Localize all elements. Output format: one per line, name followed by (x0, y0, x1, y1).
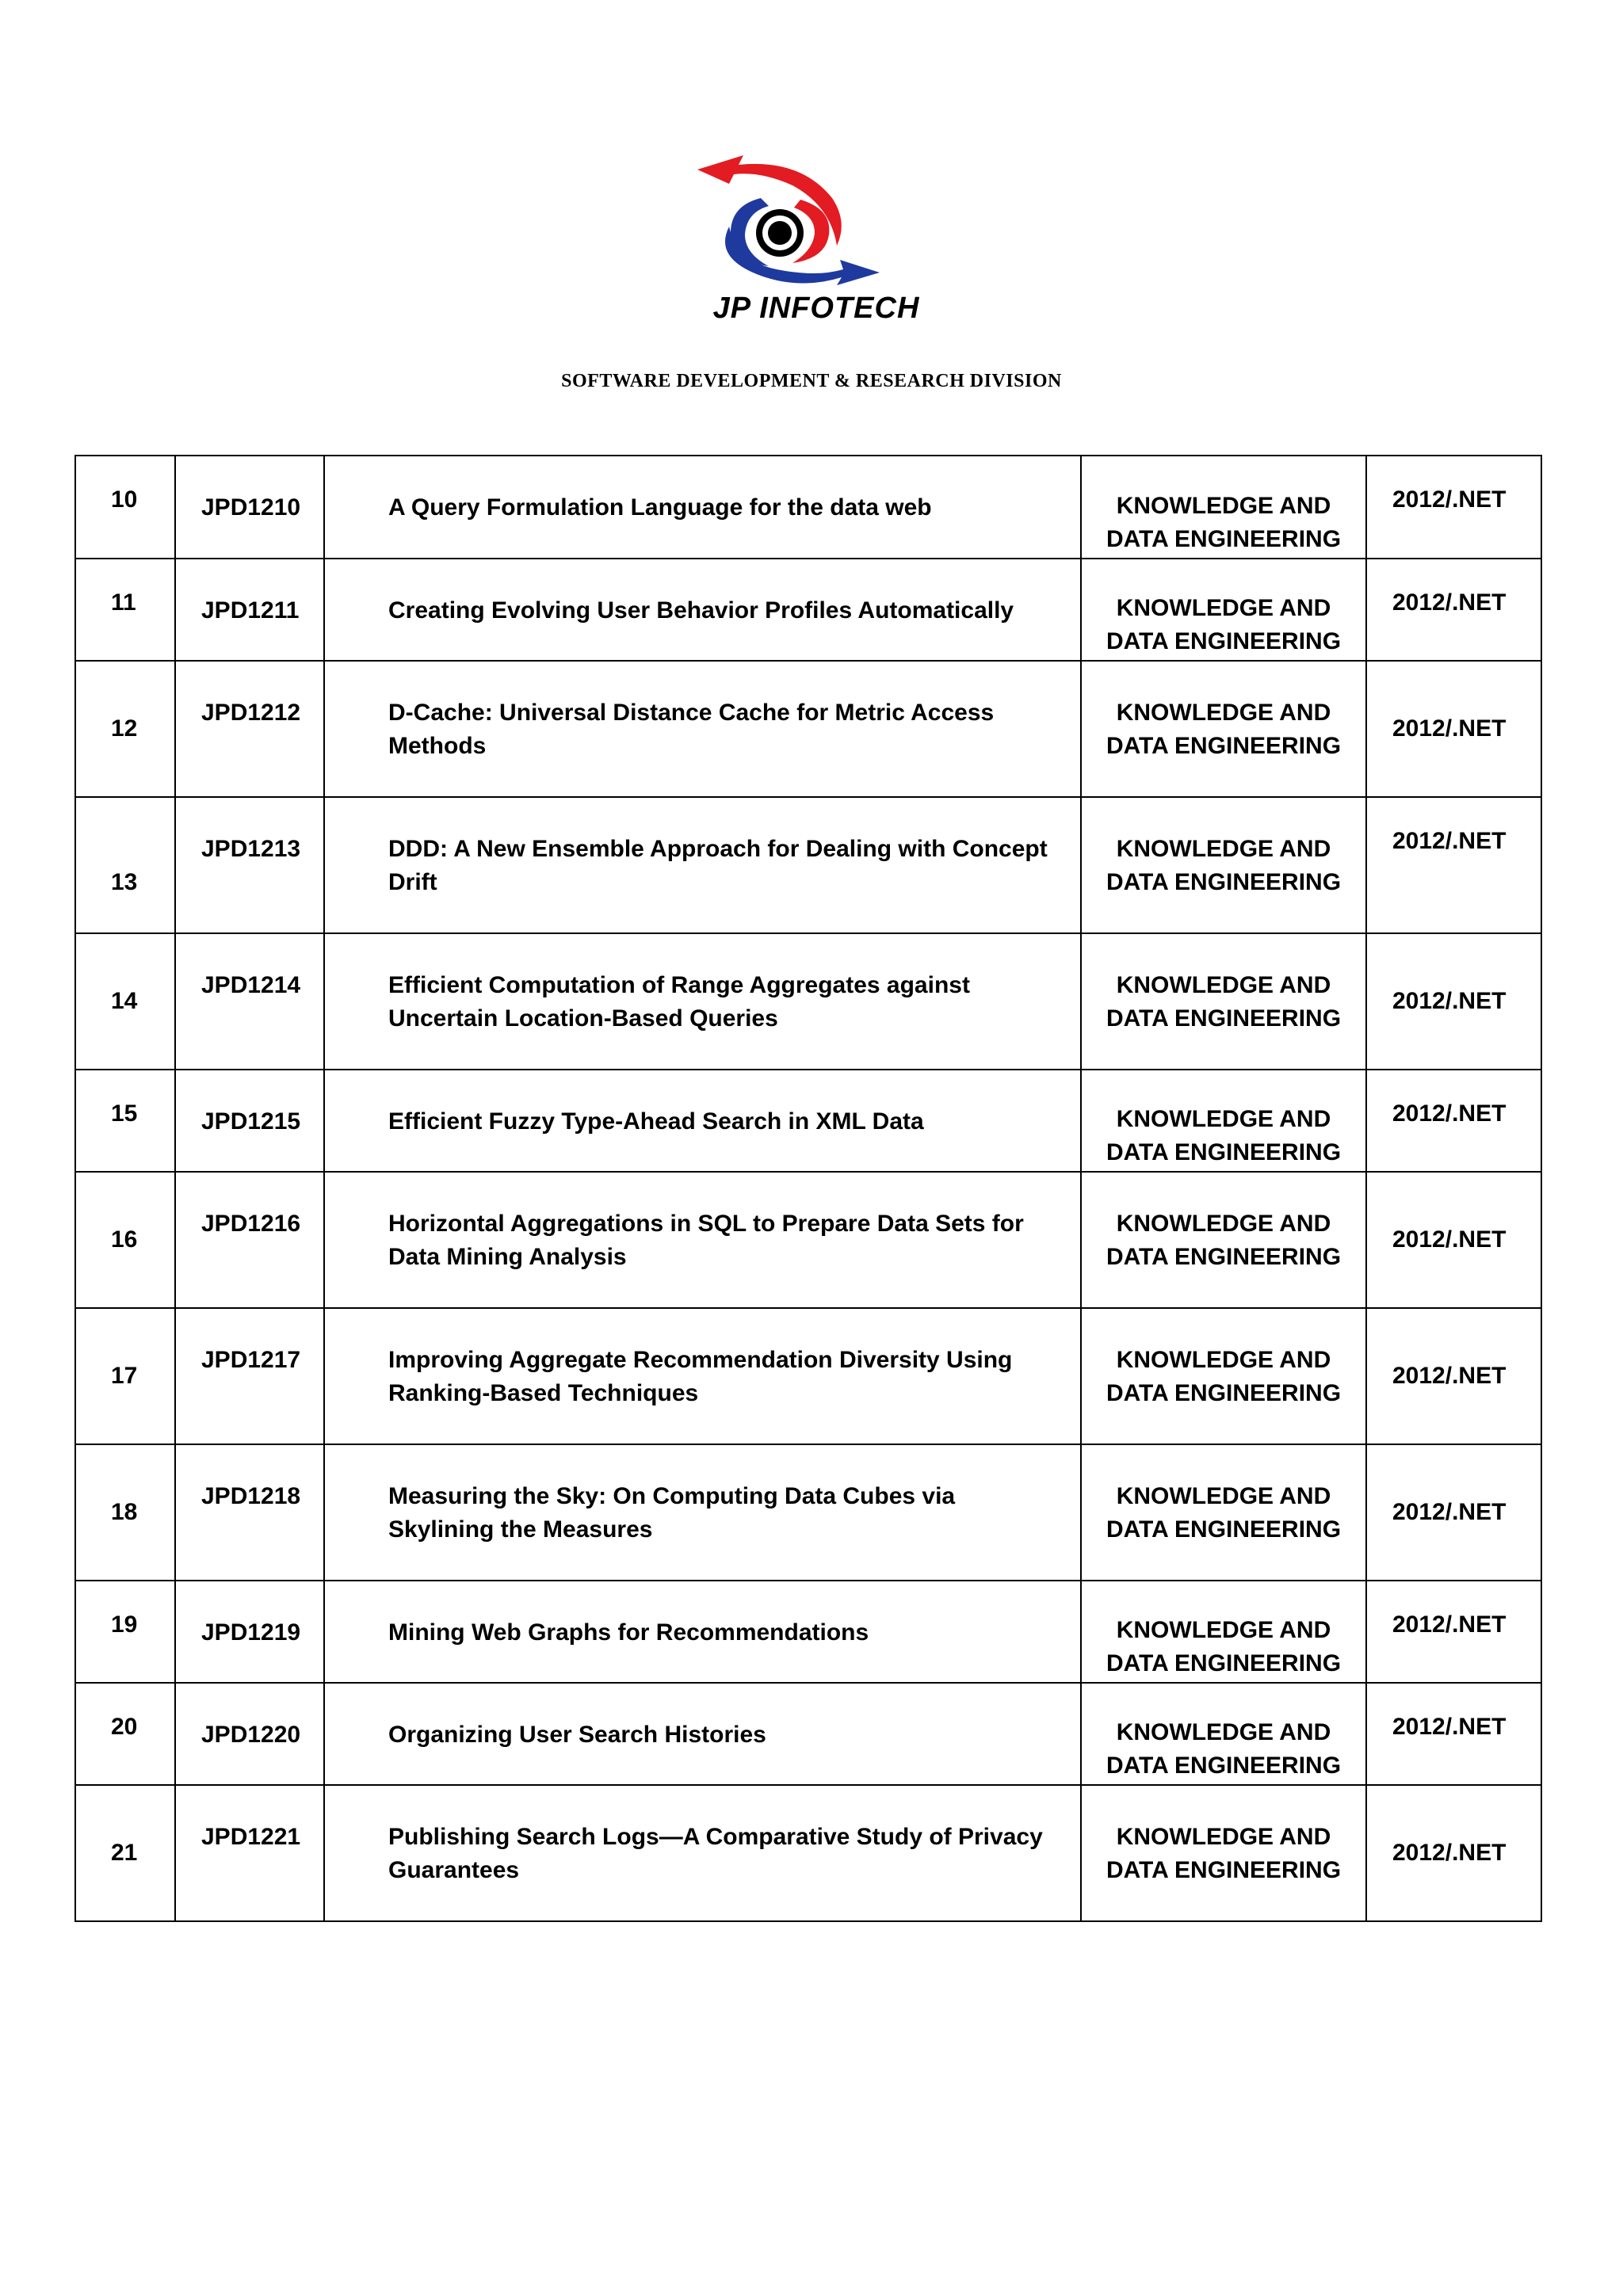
domain-line-2: DATA ENGINEERING (1106, 1380, 1342, 1406)
row-number: 12 (75, 661, 175, 797)
row-number: 20 (75, 1683, 175, 1785)
row-number: 19 (75, 1581, 175, 1683)
domain-line-1: KNOWLEDGE AND (1116, 972, 1331, 998)
domain-line-1: KNOWLEDGE AND (1116, 700, 1331, 726)
project-domain (1081, 1581, 1366, 1683)
domain-line-1: KNOWLEDGE AND (1116, 1106, 1331, 1132)
row-number: 11 (75, 559, 175, 661)
project-domain (1081, 559, 1366, 661)
table-row (75, 797, 1541, 933)
project-title: A Query Formulation Language for the data web (324, 456, 1081, 559)
domain-line-1: KNOWLEDGE AND (1116, 836, 1331, 862)
domain-line-2: DATA ENGINEERING (1106, 1139, 1342, 1165)
project-code: JPD1221 (175, 1785, 324, 1921)
domain-line-2: DATA ENGINEERING (1106, 869, 1342, 895)
row-number: 14 (75, 933, 175, 1070)
row-number: 16 (75, 1172, 175, 1308)
logo-wordmark: JP INFOTECH (712, 292, 920, 325)
table-row (75, 1172, 1541, 1308)
project-year: 2012/.NET (1366, 559, 1541, 661)
project-code: JPD1211 (175, 559, 324, 661)
project-domain (1081, 1070, 1366, 1172)
table-row (75, 933, 1541, 1070)
project-code: JPD1218 (175, 1444, 324, 1581)
project-title: Publishing Search Logs—A Comparative Study of Privacy Guarantees (324, 1785, 1081, 1921)
project-code: JPD1215 (175, 1070, 324, 1172)
project-title: Efficient Fuzzy Type-Ahead Search in XML Data (324, 1070, 1081, 1172)
domain-line-2: DATA ENGINEERING (1106, 1857, 1342, 1883)
project-title: Organizing User Search Histories (324, 1683, 1081, 1785)
project-year: 2012/.NET (1366, 456, 1541, 559)
project-domain (1081, 1444, 1366, 1581)
domain-line-2: DATA ENGINEERING (1106, 1650, 1342, 1676)
domain-line-1: KNOWLEDGE AND (1116, 1824, 1331, 1850)
domain-line-1: KNOWLEDGE AND (1116, 1211, 1331, 1237)
project-domain (1081, 456, 1366, 559)
table-row (75, 1308, 1541, 1444)
project-domain (1081, 1308, 1366, 1444)
project-title: Mining Web Graphs for Recommendations (324, 1581, 1081, 1683)
project-code: JPD1216 (175, 1172, 324, 1308)
table-row (75, 456, 1541, 559)
project-title: DDD: A New Ensemble Approach for Dealing with Concept Drift (324, 797, 1081, 933)
domain-line-1: KNOWLEDGE AND (1116, 1719, 1331, 1745)
domain-line-1: KNOWLEDGE AND (1116, 1347, 1331, 1373)
domain-line-2: DATA ENGINEERING (1106, 1516, 1342, 1543)
project-code: JPD1214 (175, 933, 324, 1070)
row-number: 10 (75, 456, 175, 559)
project-year: 2012/.NET (1366, 797, 1541, 933)
page-header (0, 0, 1623, 444)
project-year: 2012/.NET (1366, 1444, 1541, 1581)
row-number: 13 (75, 797, 175, 933)
row-number: 15 (75, 1070, 175, 1172)
project-domain (1081, 797, 1366, 933)
project-title: Horizontal Aggregations in SQL to Prepare Data Sets for Data Mining Analysis (324, 1172, 1081, 1308)
project-year: 2012/.NET (1366, 933, 1541, 1070)
project-domain (1081, 661, 1366, 797)
project-domain (1081, 1785, 1366, 1921)
domain-line-2: DATA ENGINEERING (1106, 1753, 1342, 1779)
project-code: JPD1213 (175, 797, 324, 933)
domain-line-1: KNOWLEDGE AND (1116, 595, 1331, 621)
domain-line-2: DATA ENGINEERING (1106, 628, 1342, 654)
project-year: 2012/.NET (1366, 1070, 1541, 1172)
domain-line-1: KNOWLEDGE AND (1116, 493, 1331, 519)
project-title: Measuring the Sky: On Computing Data Cubes via Skylining the Measures (324, 1444, 1081, 1581)
project-year: 2012/.NET (1366, 1581, 1541, 1683)
project-table (74, 455, 1542, 1922)
project-year: 2012/.NET (1366, 1172, 1541, 1308)
table-row (75, 1444, 1541, 1581)
domain-line-2: DATA ENGINEERING (1106, 733, 1342, 759)
row-number: 18 (75, 1444, 175, 1581)
project-code: JPD1219 (175, 1581, 324, 1683)
project-year: 2012/.NET (1366, 1785, 1541, 1921)
domain-line-1: KNOWLEDGE AND (1116, 1617, 1331, 1643)
project-year: 2012/.NET (1366, 1683, 1541, 1785)
table-row (75, 1581, 1541, 1683)
project-domain (1081, 1683, 1366, 1785)
row-number: 17 (75, 1308, 175, 1444)
project-title: Improving Aggregate Recommendation Diversity Using Ranking-Based Techniques (324, 1308, 1081, 1444)
domain-line-2: DATA ENGINEERING (1106, 1005, 1342, 1032)
project-domain (1081, 1172, 1366, 1308)
project-title: Creating Evolving User Behavior Profiles Automatically (324, 559, 1081, 661)
table-row (75, 1070, 1541, 1172)
domain-line-2: DATA ENGINEERING (1106, 526, 1342, 552)
project-title: D-Cache: Universal Distance Cache for Metric Access Methods (324, 661, 1081, 797)
project-code: JPD1220 (175, 1683, 324, 1785)
table-row (75, 559, 1541, 661)
project-title: Efficient Computation of Range Aggregates against Uncertain Location-Based Queries (324, 933, 1081, 1070)
domain-line-1: KNOWLEDGE AND (1116, 1483, 1331, 1509)
division-title: SOFTWARE DEVELOPMENT & RESEARCH DIVISION (561, 371, 1062, 391)
project-code: JPD1210 (175, 456, 324, 559)
project-domain (1081, 933, 1366, 1070)
row-number: 21 (75, 1785, 175, 1921)
table-row (75, 661, 1541, 797)
company-logo (682, 151, 951, 341)
domain-line-2: DATA ENGINEERING (1106, 1244, 1342, 1270)
project-year: 2012/.NET (1366, 661, 1541, 797)
project-year: 2012/.NET (1366, 1308, 1541, 1444)
table-row (75, 1683, 1541, 1785)
table-row (75, 1785, 1541, 1921)
project-code: JPD1217 (175, 1308, 324, 1444)
project-code: JPD1212 (175, 661, 324, 797)
